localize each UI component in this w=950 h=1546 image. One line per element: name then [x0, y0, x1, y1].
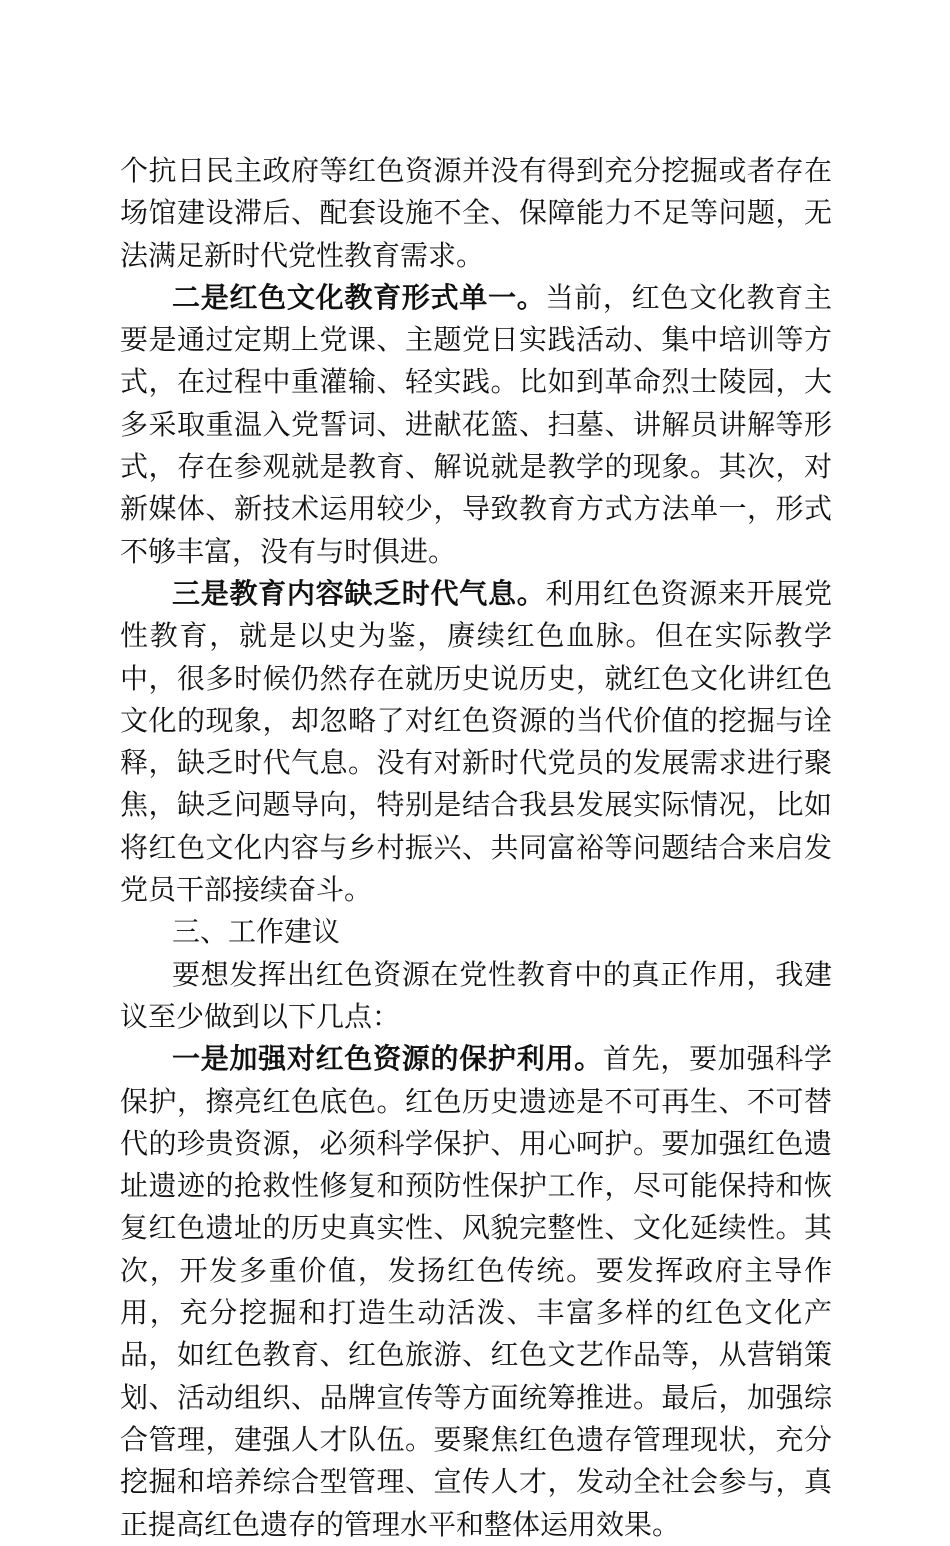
paragraph-text: 首先，要加强科学保护，擦亮红色底色。红色历史遗迹是不可再生、不可替代的珍贵资源，必须科学保护、用心呵护。要加强红色遗址遗迹的抢救性修复和预防性保护工作，尽可能保持和恢复红色遗址的历史真实性、风貌完整性、文化延续性。其次，开发多重价值，发扬红色传统。要发挥政府主导作用，充分挖掘和打造生动活泼、丰富多样的红色文化产品，如红色教育、红色旅游、红色文艺作品等，从营销策划、活动组织、品牌宣传等方面统筹推进。最后，加强综合管理，建强人才队伍。要聚焦红色遗存管理现状，充分挖掘和培养综合型管理、宣传人才，发动全社会参与，真正提高红色遗存的管理水平和整体运用效果。 [120, 1042, 832, 1541]
section-heading: 三、工作建议 [172, 915, 341, 949]
paragraph-lead: 三是教育内容缺乏时代气息。 [172, 576, 546, 610]
paragraph-education-content [120, 573, 832, 911]
paragraph-text: 要想发挥出红色资源在党性教育中的真正作用，我建议至少做到以下几点： [120, 957, 832, 1033]
paragraph-protection [120, 1038, 832, 1546]
paragraph-lead: 一是加强对红色资源的保护利用。 [172, 1042, 603, 1076]
paragraph-text: 利用红色资源来开展党性教育，就是以史为鉴，赓续红色血脉。但在实际教学中，很多时候仍然存在就历史说历史，就红色文化讲红色文化的现象，却忽略了对红色资源的当代价值的挖掘与诠释，缺乏时代气息。没有对新时代党员的发展需求进行聚焦，缺乏问题导向，特别是结合我县发展实际情况，比如将红色文化内容与乡村振兴、共同富裕等问题结合来启发党员干部接续奋斗。 [120, 576, 832, 907]
paragraph-intro [120, 954, 832, 1039]
paragraph-education-form [120, 277, 832, 573]
paragraph-lead: 二是红色文化教育形式单一。 [172, 280, 546, 314]
paragraph-text: 个抗日民主政府等红色资源并没有得到充分挖掘或者存在场馆建设滞后、配套设施不全、保障能力不足等问题，无法满足新时代党性教育需求。 [120, 154, 832, 272]
paragraph-text: 当前，红色文化教育主要是通过定期上党课、主题党日实践活动、集中培训等方式，在过程中重灌输、轻实践。比如到革命烈士陵园，大多采取重温入党誓词、进献花篮、扫墓、讲解员讲解等形式，存在参观就是教育、解说就是教学的现象。其次，对新媒体、新技术运用较少，导致教育方式方法单一，形式不够丰富，没有与时俱进。 [120, 280, 832, 568]
document-page [120, 150, 832, 1546]
paragraph-continuation [120, 150, 832, 277]
